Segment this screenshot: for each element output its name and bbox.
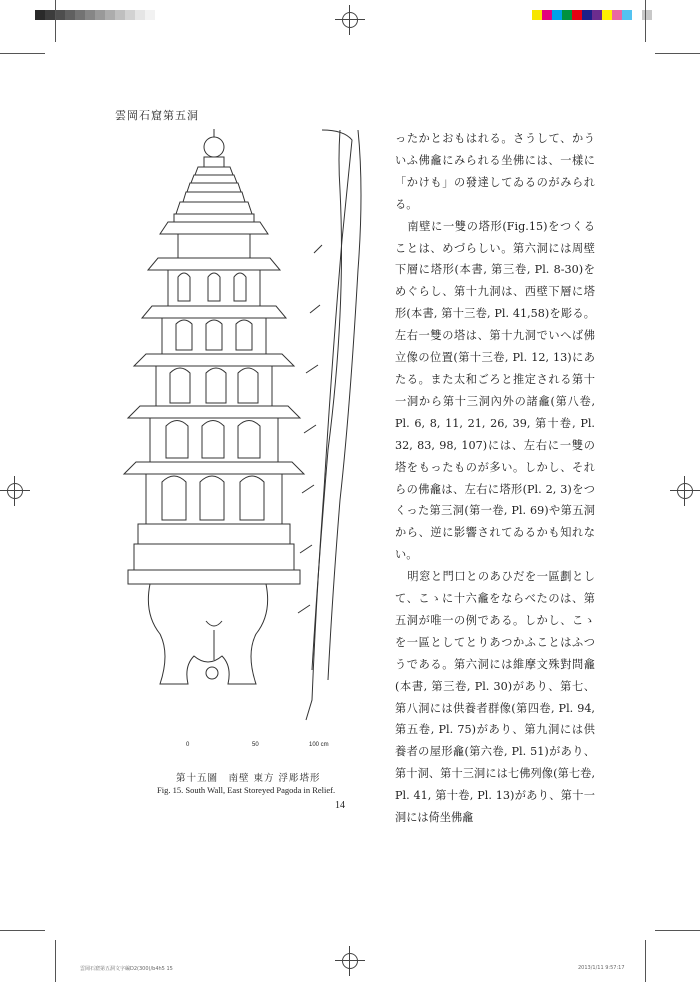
crop-mark [55,940,56,982]
crop-mark [0,930,45,931]
color-swatch [532,10,542,20]
body-text [395,128,595,829]
color-swatch [115,10,125,20]
color-swatch [125,10,135,20]
grayscale-bar [35,10,155,20]
paragraph: 明窓と門口とのあひだを一區劃として、こゝに十六龕をならべたのは、第五洞が唯一の例である。しかし、こゝを一區としてとりあつかふことはふつうである。第六洞には維摩文殊對問龕(本書, 第三卷, Pl. 30)があり、第七、第八洞には供養者群像(第四卷, Pl. 94, 第五卷, Pl. 75)があり、第九洞には供養者の屋形龕(第六卷, Pl. 51)があり、第十洞、第十三洞には七佛列像(第七卷, Pl. 41, 第十卷, Pl. 13)があり、第十一洞には倚坐佛龕 [395,570,595,825]
registration-mark-right [670,476,700,506]
scale-label-0: 0 [186,742,190,748]
color-swatch [35,10,45,20]
color-swatch [592,10,602,20]
color-swatch [95,10,105,20]
crop-mark [0,53,45,54]
color-swatch [642,10,652,20]
color-swatch [135,10,145,20]
scale-label-100: 100 cm [309,742,329,748]
color-swatch [622,10,632,20]
color-swatch [602,10,612,20]
registration-mark-top [335,5,365,35]
color-swatch [552,10,562,20]
color-swatch [632,10,642,20]
crop-mark [645,940,646,982]
figure-caption-en: Fig. 15. South Wall, East Storeyed Pagoda in Relief. [157,785,336,795]
color-bar [532,10,652,20]
pagoda-relief-drawing [110,125,390,735]
color-swatch [562,10,572,20]
registration-mark-left [0,476,30,506]
color-swatch [45,10,55,20]
color-swatch [582,10,592,20]
color-swatch [75,10,85,20]
footer-slug-left: 雲岡石窟第五洞文字編D2(300)/b4h5 15 [80,966,173,972]
paragraph: 南壁に一雙の塔形(Fig.15)をつくることは、めづらしい。第六洞には周壁下層に塔形(本書, 第三卷, Pl. 8-30)をめぐらし、第十九洞は、西壁下層に塔形(本書, 第十三卷, Pl. 41,58)を彫る。左右一雙の塔は、第十九洞でいへば佛立像の位置(第十三卷, Pl. 12, 13)にあたる。また太和ごろと推定される第十一洞から第十三洞內外の諸龕(第八卷, Pl. 6, 8, 11, 21, 26, 39, 第十卷, Pl. 32, 83, 98, 107)には、左右に一雙の塔をもったものが多い。しかし、それらの佛龕は、左右に塔形(Pl. 2, 3)をつくった第三洞(第一卷, Pl. 69)や第五洞から、逆に影響されてゐるかも知れない。 [395,219,595,562]
color-swatch [542,10,552,20]
color-swatch [572,10,582,20]
registration-mark-bottom [335,946,365,976]
figure-caption-jp: 第十五圖 南壁 東方 浮彫塔形 [176,773,321,784]
crop-mark [655,53,700,54]
color-swatch [85,10,95,20]
crop-mark [645,0,646,42]
footer-slug-right: 2013/1/11 9:57:17 [578,965,625,971]
color-swatch [105,10,115,20]
running-title: 雲岡石窟第五洞 [115,109,199,122]
color-swatch [65,10,75,20]
scale-label-50: 50 [252,742,259,748]
page-number: 14 [335,800,345,811]
crop-mark [55,0,56,42]
crop-mark [655,930,700,931]
color-swatch [55,10,65,20]
color-swatch [145,10,155,20]
color-swatch [612,10,622,20]
paragraph: ったかとおもはれる。さうして、かういふ佛龕にみられる坐佛には、一樣に「かけも」の發達してゐるのがみられる。 [395,132,595,211]
